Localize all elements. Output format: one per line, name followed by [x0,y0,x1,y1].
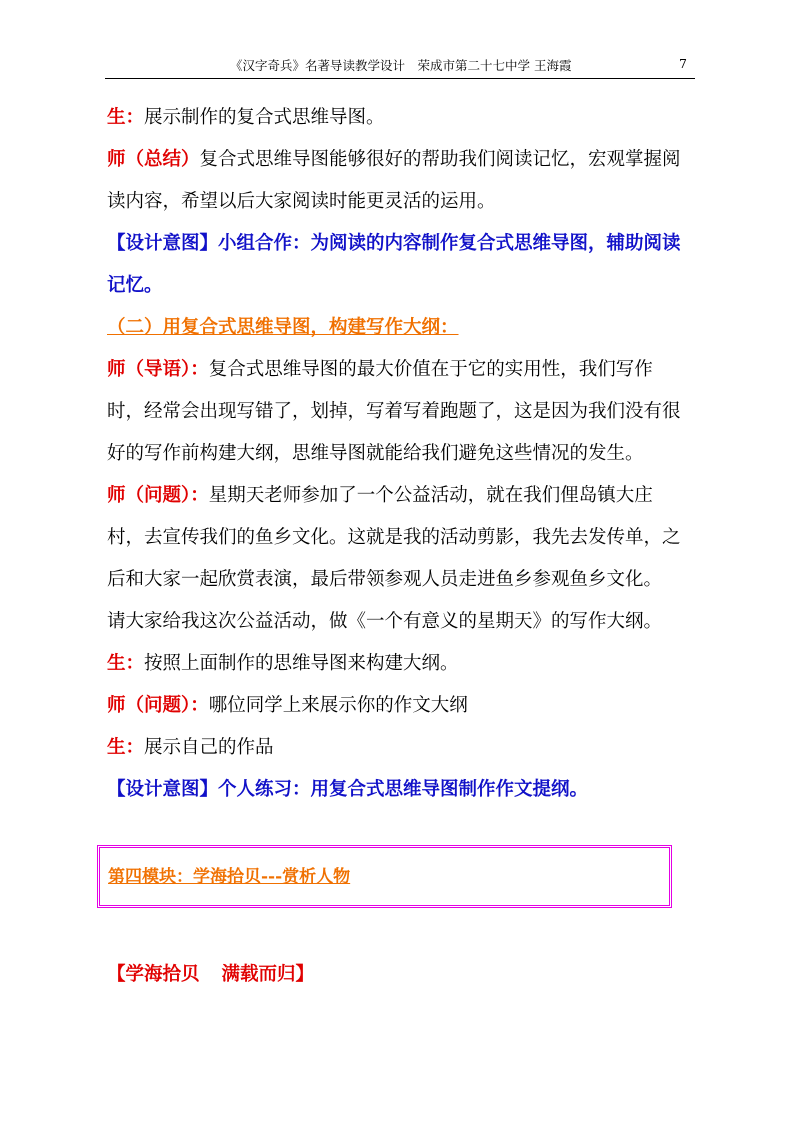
paragraph-line: 村，去宣传我们的鱼乡文化。这就是我的活动剪影，我先去发传单，之 [107,527,681,548]
page-number: 7 [679,56,687,71]
line-text: 按照上面制作的思维导图来构建大纲。 [144,653,459,674]
line-text: 复合式思维导图的最大价值在于它的实用性，我们写作 [208,359,653,380]
footer-heading [107,964,314,986]
design-intent: 【设计意图】个人练习：用复合式思维导图制作作文提纲。 [107,779,589,800]
page-header [105,56,695,79]
speaker-label: 师（问题）： [107,485,209,506]
paragraph-line [107,485,653,507]
module-box [97,845,672,908]
paragraph-line [107,107,385,129]
line-text: 复合式思维导图能够很好的帮助我们阅读记忆，宏观掌握阅 [199,149,681,170]
speaker-label: 生： [107,107,145,128]
speaker-label: 生： [107,737,145,758]
paragraph-line: 后和大家一起欣赏表演，最后带领参观人员走进鱼乡参观鱼乡文化。 [107,569,663,590]
paragraph-line: 读内容，希望以后大家阅读时能更灵活的运用。 [107,191,496,212]
header-title: 《汉字奇兵》名著导读教学设计 荣成市第二十七中学 王海霞 [230,58,572,73]
line-text: 展示自己的作品 [144,737,274,758]
paragraph-line [107,737,274,759]
section-heading: （二）用复合式思维导图，构建写作大纲： [107,317,459,338]
footer-heading-part1: 【学海拾贝 [107,964,200,985]
design-intent-cont: 记忆。 [107,275,163,296]
design-intent: 【设计意图】小组合作：为阅读的内容制作复合式思维导图，辅助阅读 [107,233,681,254]
footer-heading-part2: 满载而归】 [221,964,315,985]
speaker-label: 师（问题）： [107,695,209,716]
speaker-label: 生： [107,653,145,674]
paragraph-line [107,695,468,717]
paragraph-line [107,653,459,675]
paragraph-line: 好的写作前构建大纲，思维导图就能给我们避免这些情况的发生。 [107,443,644,464]
speaker-label: 师（导语）： [107,359,209,380]
paragraph-line: 请大家给我这次公益活动，做《一个有意义的星期天》的写作大纲。 [107,611,663,632]
module-title: 第四模块：学海拾贝---赏析人物 [108,867,351,887]
paragraph-line [107,359,653,381]
line-text: 哪位同学上来展示你的作文大纲 [208,695,468,716]
line-text: 展示制作的复合式思维导图。 [144,107,385,128]
speaker-label: 师（总结） [107,149,200,170]
line-text: 星期天老师参加了一个公益活动，就在我们俚岛镇大庄 [208,485,653,506]
paragraph-line [107,149,681,171]
paragraph-line: 时，经常会出现写错了，划掉，写着写着跑题了，这是因为我们没有很 [107,401,681,422]
